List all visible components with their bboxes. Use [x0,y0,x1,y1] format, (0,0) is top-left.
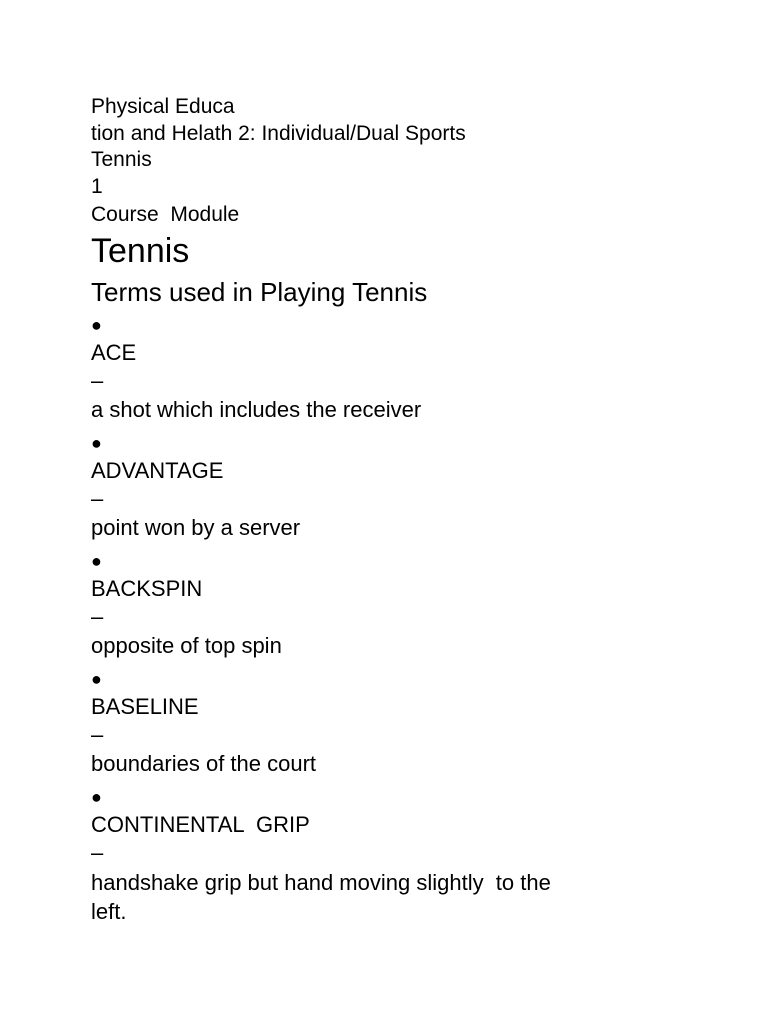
section-subtitle: Terms used in Playing Tennis [91,277,428,307]
term-definition-continued: left. [91,899,127,924]
dash-separator: – [91,368,104,393]
header-line-5: Course Module [91,203,240,226]
bullet-marker: ● [91,315,102,335]
page-number: 1 [91,175,103,198]
dash-separator: – [91,604,104,629]
header-line-2: tion and Helath 2: Individual/Dual Sports [91,122,466,145]
header-line-1: Physical Educa [91,95,235,118]
term-definition: boundaries of the court [91,751,317,776]
dash-separator: – [91,486,104,511]
dash-separator: – [91,840,104,865]
page-title: Tennis [91,232,190,270]
term-name: BACKSPIN [91,576,203,601]
bullet-marker: ● [91,433,102,453]
term-name: ADVANTAGE [91,458,224,483]
term-name: ACE [91,340,137,365]
bullet-marker: ● [91,787,102,807]
term-definition: opposite of top spin [91,633,282,658]
term-name: BASELINE [91,694,199,719]
term-name: CONTINENTAL GRIP [91,812,310,837]
term-definition: a shot which includes the receiver [91,397,422,422]
term-definition: point won by a server [91,515,301,540]
bullet-marker: ● [91,669,102,689]
dash-separator: – [91,722,104,747]
term-definition: handshake grip but hand moving slightly to the [91,870,551,895]
header-line-3: Tennis [91,148,152,171]
bullet-marker: ● [91,551,102,571]
